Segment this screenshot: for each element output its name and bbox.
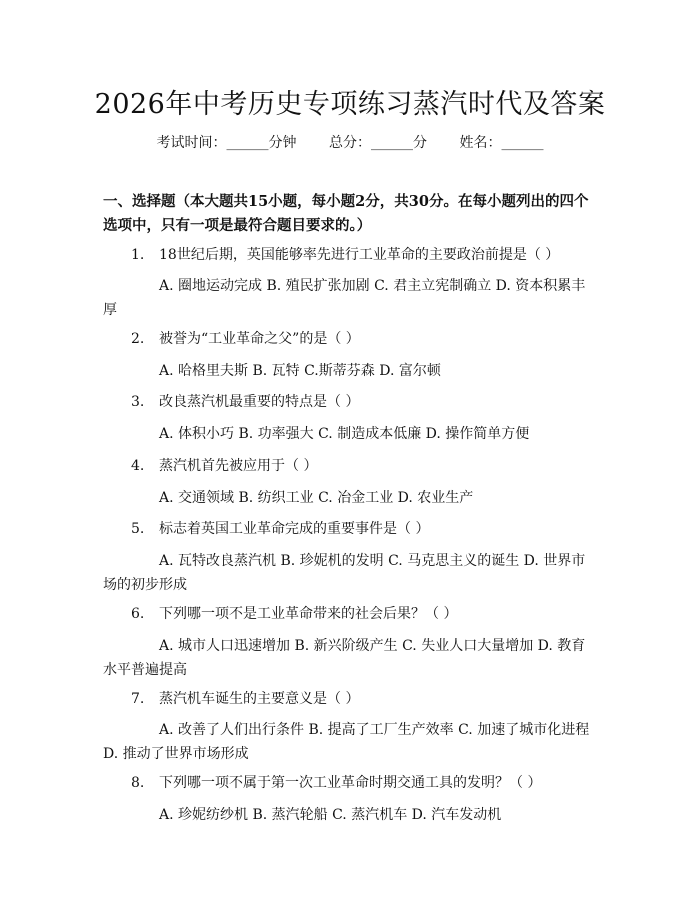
exam-time-field: 考试时间：______分钟 [156, 135, 297, 151]
question-number: 7. [131, 691, 145, 707]
question-options: A. 交通领域 B. 纺织工业 C. 冶金工业 D. 农业生产 [159, 490, 474, 506]
question-number: 4. [131, 458, 145, 474]
question-options: A. 改善了人们出行条件 B. 提高了工厂生产效率 C. 加速了城市化进程 D. 推动了世界市场形成 [103, 722, 590, 762]
question-number: 2. [131, 331, 145, 347]
question-stem: 被誉为“工业革命之父”的是（ ） [159, 331, 360, 347]
question-options: A. 圈地运动完成 B. 殖民扩张加剧 C. 君主立宪制确立 D. 资本积累丰厚 [103, 278, 586, 318]
question-number: 8. [131, 775, 145, 791]
exam-meta [0, 132, 700, 152]
question-options: A. 瓦特改良蒸汽机 B. 珍妮机的发明 C. 马克思主义的诞生 D. 世界市场的初步形成 [103, 553, 586, 593]
total-score-field: 总分：______分 [329, 135, 427, 151]
name-field: 姓名：______ [459, 135, 544, 151]
question-number: 5. [131, 521, 145, 537]
question-number: 3. [131, 394, 145, 410]
question-stem: 蒸汽机车诞生的主要意义是（ ） [159, 691, 360, 707]
question-number: 6. [131, 606, 145, 622]
section-heading: 一、选择题（本大题共15小题，每小题2分，共30分。在每小题列出的四个选项中，只有一项是最符合题目要求的。） [103, 193, 589, 234]
question-number: 1. [131, 247, 145, 263]
question-options: A. 城市人口迅速增加 B. 新兴阶级产生 C. 失业人口大量增加 D. 教育水平普遍提高 [103, 638, 586, 678]
question-stem: 下列哪一项不是工业革命带来的社会后果？（ ） [159, 606, 458, 622]
question-stem: 下列哪一项不属于第一次工业革命时期交通工具的发明？（ ） [159, 775, 542, 791]
question-stem: 蒸汽机首先被应用于（ ） [159, 458, 318, 474]
question-options: A. 体积小巧 B. 功率强大 C. 制造成本低廉 D. 操作简单方便 [159, 426, 530, 442]
question-stem: 18世纪后期，英国能够率先进行工业革命的主要政治前提是（ ） [159, 247, 560, 263]
question-stem: 标志着英国工业革命完成的重要事件是（ ） [159, 521, 430, 537]
question-options: A. 珍妮纺纱机 B. 蒸汽轮船 C. 蒸汽机车 D. 汽车发动机 [159, 807, 502, 823]
question-stem: 改良蒸汽机最重要的特点是（ ） [159, 394, 360, 410]
page-title: 2026年中考历史专项练习蒸汽时代及答案 [94, 89, 606, 120]
question-options: A. 哈格里夫斯 B. 瓦特 C.斯蒂芬森 D. 富尔顿 [159, 363, 441, 379]
